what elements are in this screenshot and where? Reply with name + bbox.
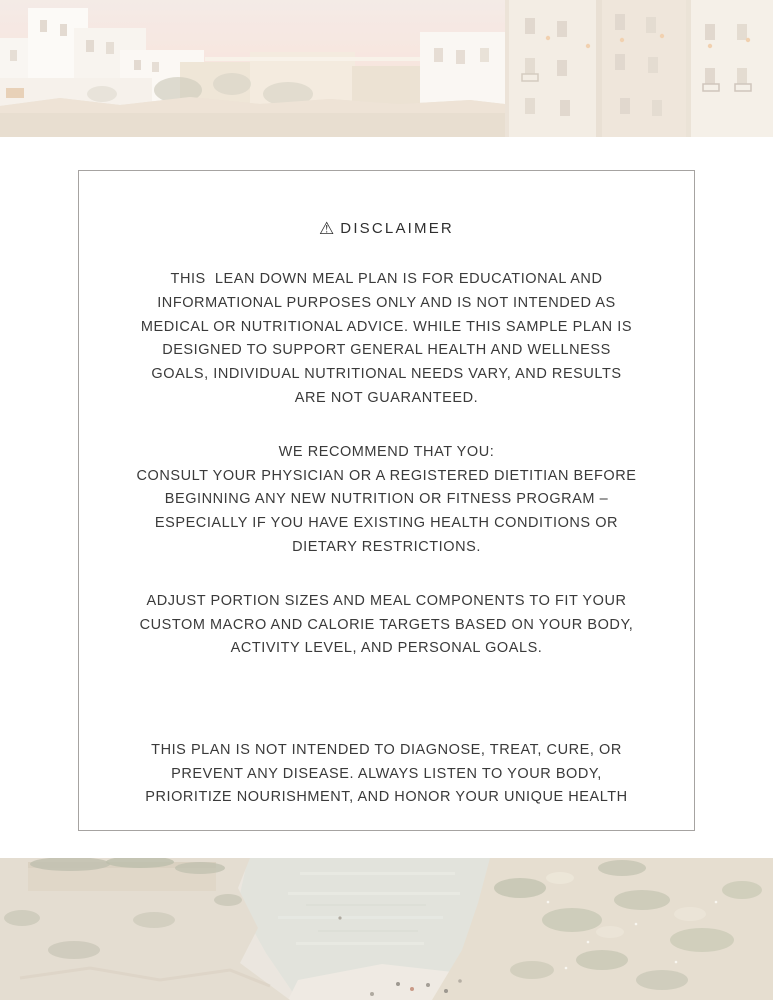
top-photo-coastal-town: [0, 0, 773, 137]
bottom-photo-illustration: [0, 858, 773, 1000]
warning-icon: ⚠: [319, 219, 335, 238]
disclaimer-paragraph-adjust: ADJUST PORTION SIZES AND MEAL COMPONENTS TO FIT YOUR CUSTOM MACRO AND CALORIE TARGETS BASED ON YOUR BODY, ACTIVITY LEVEL, AND PERSONAL GOALS.: [139, 592, 634, 657]
disclaimer-title: [85, 217, 688, 241]
page-body: [0, 137, 773, 858]
bottom-photo-rocky-cove: [0, 858, 773, 1000]
disclaimer-paragraph-recommendation: WE RECOMMEND THAT YOU: CONSULT YOUR PHYSICIAN OR A REGISTERED DIETITIAN BEFORE BEGINNING ANY NEW NUTRITION OR FITNESS PROGRAM – ESPECIALLY IF YOU HAVE EXISTING HEALTH CONDITIONS OR DIETARY RESTRICTIONS.: [136, 443, 637, 555]
top-photo-illustration: [0, 0, 773, 137]
disclaimer-title-label: DISCLAIMER: [340, 220, 454, 237]
disclaimer-paragraph-purpose: THIS LEAN DOWN MEAL PLAN IS FOR EDUCATIONAL AND INFORMATIONAL PURPOSES ONLY AND IS NOT INTENDED AS MEDICAL OR NUTRITIONAL ADVICE. WHILE THIS SAMPLE PLAN IS DESIGNED TO SUPPORT GENERAL HEALTH AND WELLNESS GOALS, INDIVIDUAL NUTRITIONAL NEEDS VARY, AND RESULTS ARE NOT GUARANTEED.: [140, 271, 633, 406]
disclaimer-box: [78, 170, 695, 831]
disclaimer-paragraph-medical-lines: THIS PLAN IS NOT INTENDED TO DIAGNOSE, TREAT, CURE, OR PREVENT ANY DISEASE. ALWAYS LISTEN TO YOUR BODY, PRIORITIZE NOURISHMENT, AND HONOR YOUR UNIQUE HEALTH: [145, 741, 628, 806]
